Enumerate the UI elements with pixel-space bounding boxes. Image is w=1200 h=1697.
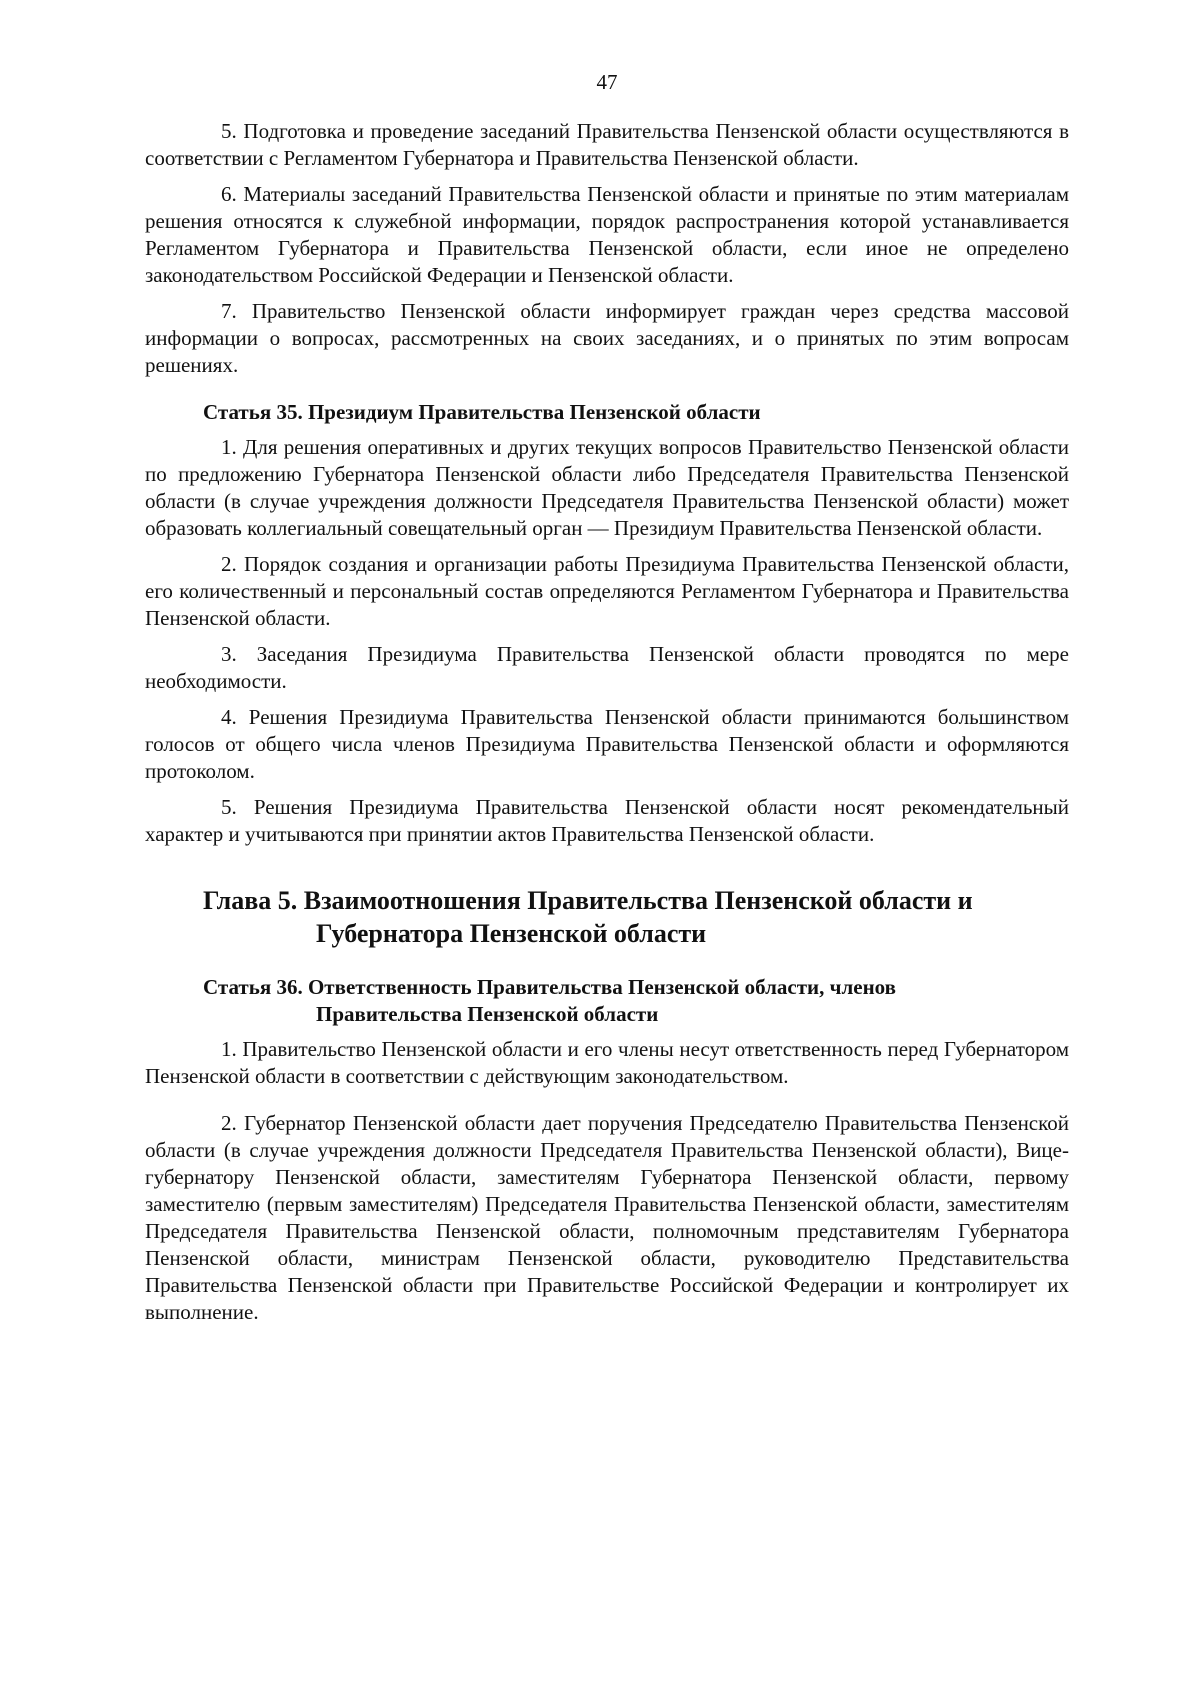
article-36-title-line-1: Статья 36. Ответственность Правительства Пензенской области, членов xyxy=(203,975,896,999)
article-36-title xyxy=(145,974,1069,1028)
article-35-paragraph-1: 1. Для решения оперативных и других текущих вопросов Правительство Пензенской области по предложению Губернатора Пензенской области либо Председателя Правительства Пензенской области (в случае учреждения должности Председателя Правительства Пензенской области) может образовать коллегиальный совещательный орган — Президиум Правительства Пензенской области. xyxy=(145,435,1069,540)
chapter-5-title-line-2: Губернатора Пензенской области xyxy=(316,919,707,948)
article-36-title-line-2: Правительства Пензенской области xyxy=(316,1002,659,1026)
paragraph-5: 5. Подготовка и проведение заседаний Правительства Пензенской области осуществляются в соответствии с Регламентом Губернатора и Правительства Пензенской области. xyxy=(145,119,1069,170)
page-number: 47 xyxy=(596,70,618,94)
article-36-paragraph-1: 1. Правительство Пензенской области и его члены несут ответственность перед Губернатором Пензенской области в соответствии с действующим законодательством. xyxy=(145,1037,1069,1088)
document-page xyxy=(145,68,1069,1335)
article-35-paragraph-3: 3. Заседания Президиума Правительства Пензенской области проводятся по мере необходимости. xyxy=(145,642,1069,693)
article-36-paragraph-2: 2. Губернатор Пензенской области дает поручения Председателю Правительства Пензенской области (в случае учреждения должности Председателя Правительства Пензенской области), Вице-губернатору Пензенской области, заместителям Губернатора Пензенской области, первому заместителю (первым заместителям) Председателя Правительства Пензенской области, заместителям Председателя Правительства Пензенской области, полномочным представителям Губернатора Пензенской области, министрам Пензенской области, руководителю Представительства Правительства Пензенской области при Правительстве Российской Федерации и контролирует их выполнение. xyxy=(145,1111,1069,1324)
article-35-paragraph-2: 2. Порядок создания и организации работы Президиума Правительства Пензенской области, его количественный и персональный состав определяются Регламентом Губернатора и Правительства Пензенской области. xyxy=(145,552,1069,630)
paragraph-6: 6. Материалы заседаний Правительства Пензенской области и принятые по этим материалам решения относятся к служебной информации, порядок распространения которой устанавливается Регламентом Губернатора и Правительства Пензенской области, если иное не определено законодательством Российской Федерации и Пензенской области. xyxy=(145,182,1069,287)
article-35-paragraph-4: 4. Решения Президиума Правительства Пензенской области принимаются большинством голосов от общего числа членов Президиума Правительства Пензенской области и оформляются протоколом. xyxy=(145,705,1069,783)
article-35-paragraph-5: 5. Решения Президиума Правительства Пензенской области носят рекомендательный характер и учитываются при принятии актов Правительства Пензенской области. xyxy=(145,795,1069,846)
chapter-5-title xyxy=(145,884,1069,950)
article-35-title: Статья 35. Президиум Правительства Пензенской области xyxy=(203,400,761,424)
paragraph-7: 7. Правительство Пензенской области информирует граждан через средства массовой информации о вопросах, рассмотренных на своих заседаниях, и о принятых по этим вопросам решениях. xyxy=(145,299,1069,377)
chapter-5-title-line-1: Глава 5. Взаимоотношения Правительства Пензенской области и xyxy=(203,886,973,915)
